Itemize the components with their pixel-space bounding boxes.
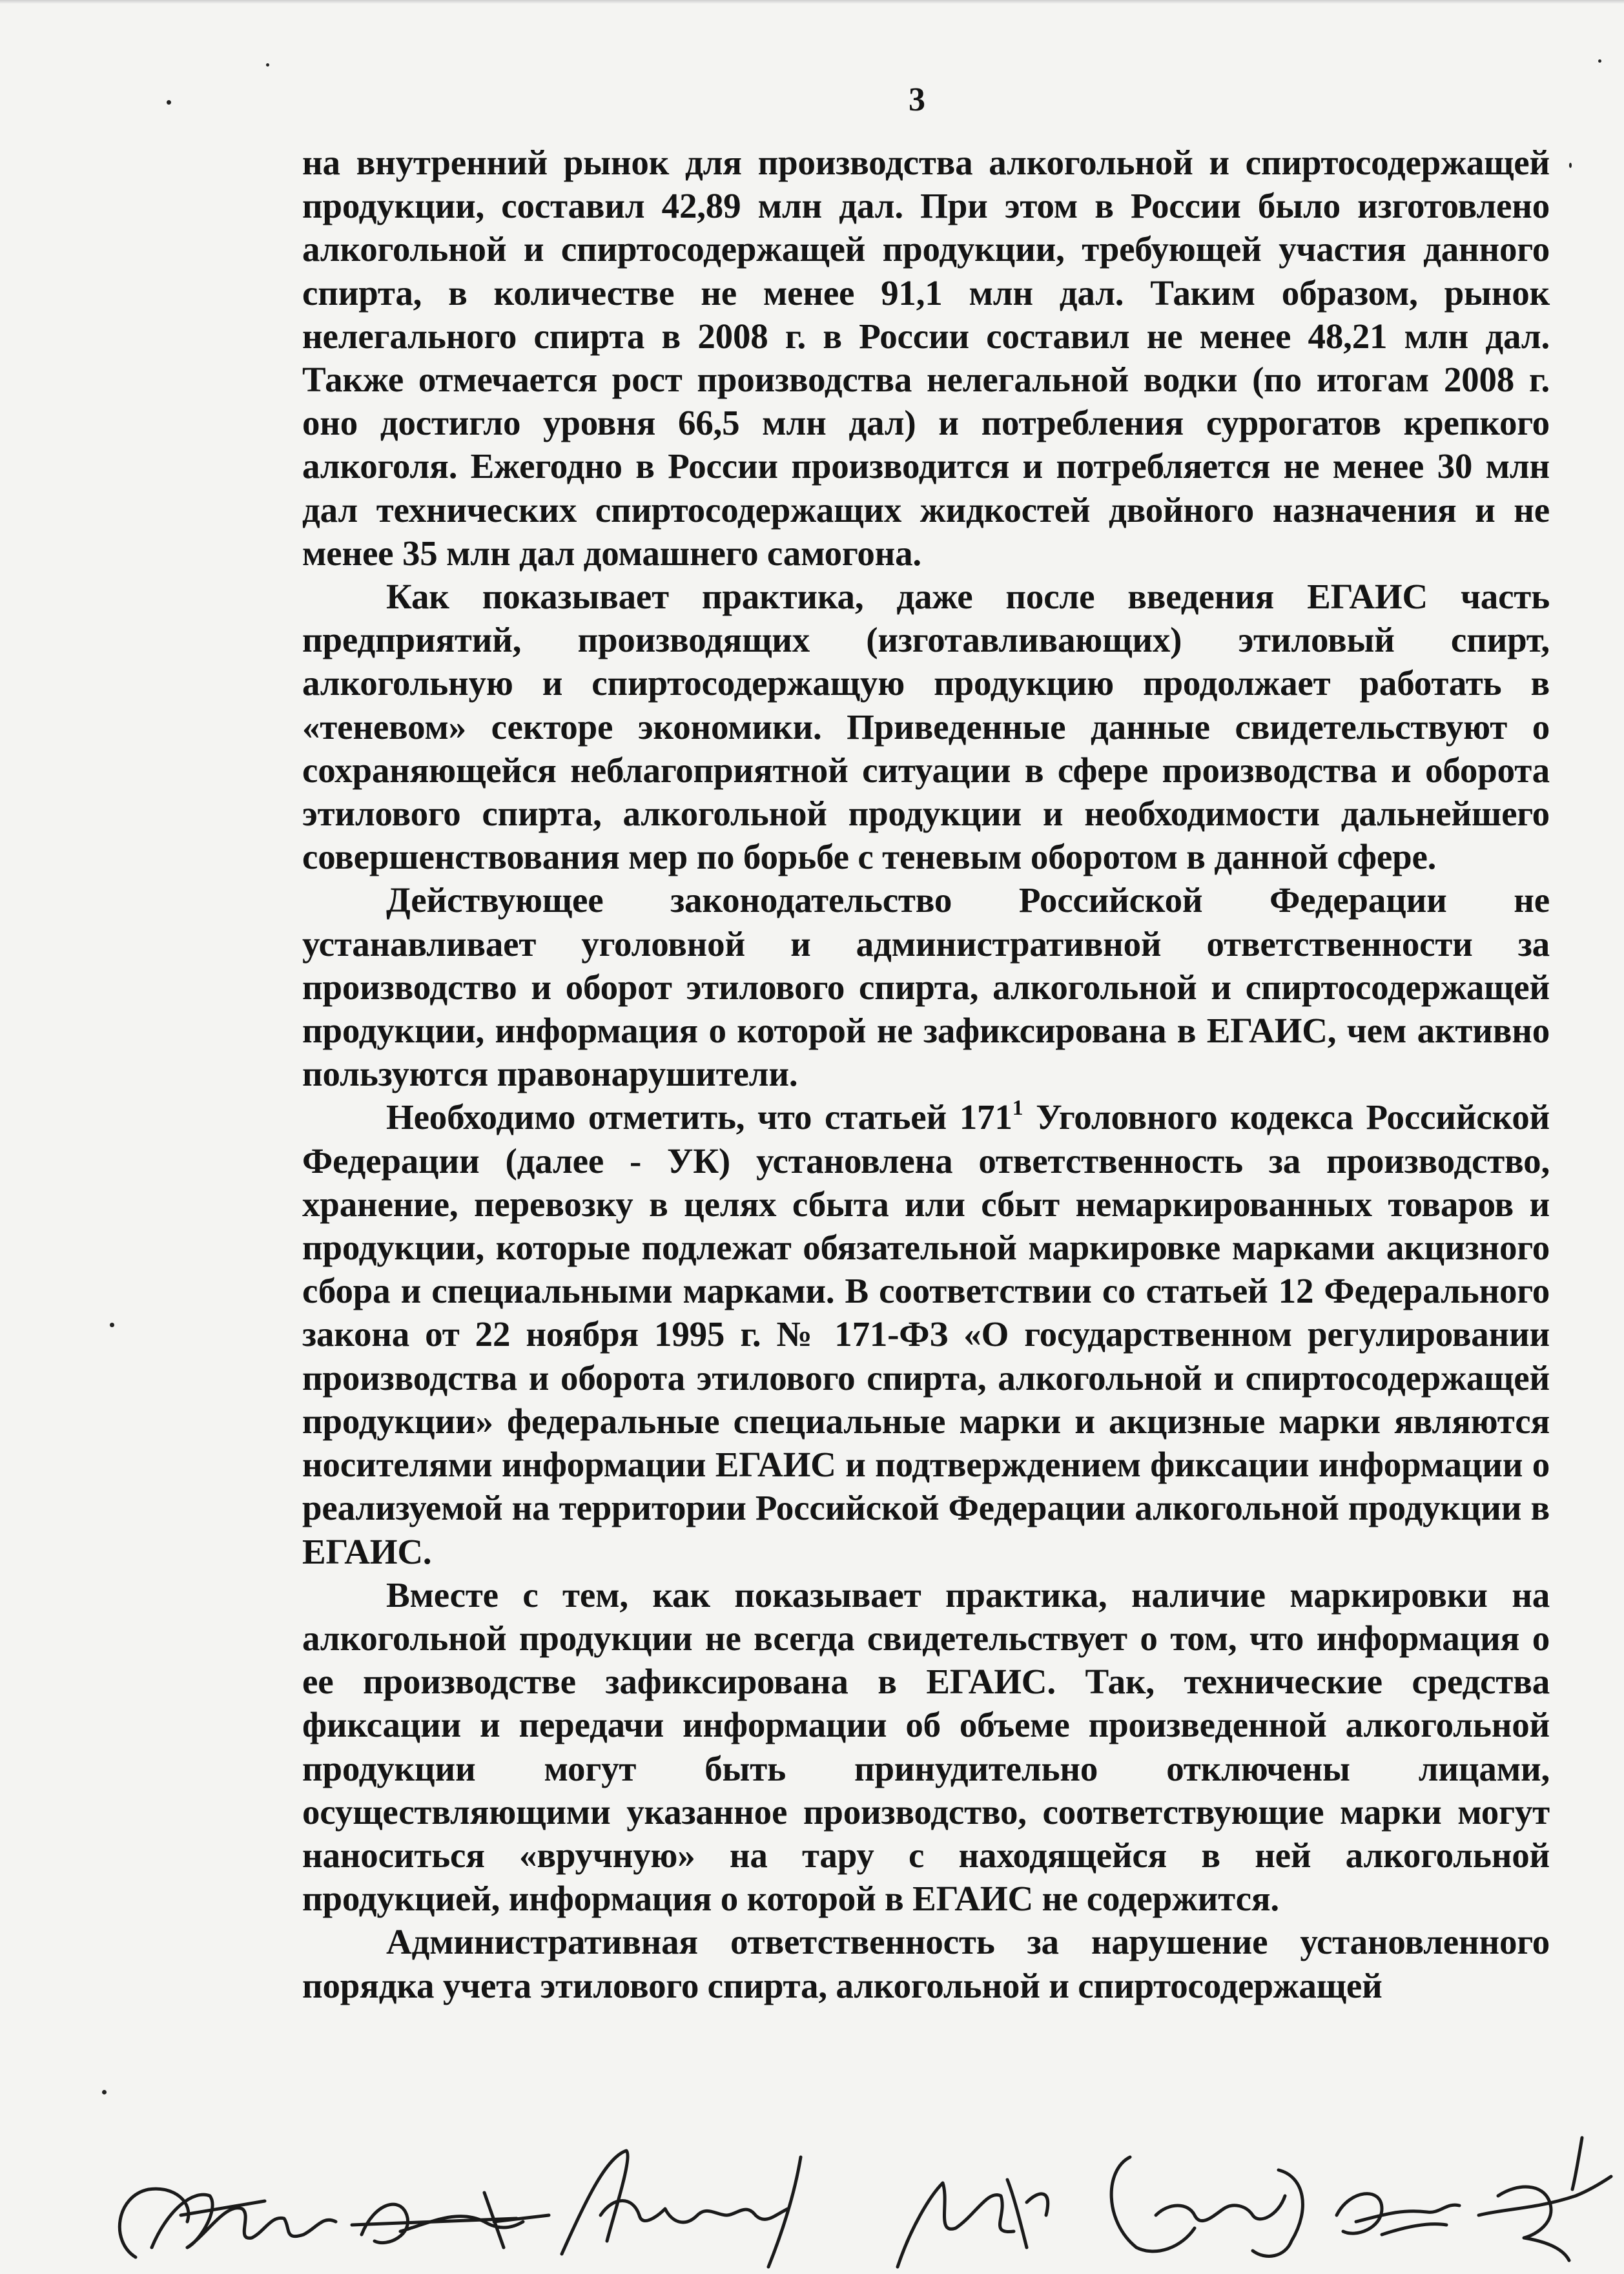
scan-speck (167, 100, 171, 105)
signature-1 (119, 2189, 336, 2257)
paragraph-article-171 (302, 1095, 1550, 1573)
scan-edge (0, 0, 1624, 4)
scan-speck (102, 2090, 107, 2094)
signature-3 (562, 2151, 801, 2267)
body-text (302, 141, 1550, 2007)
paragraph-marking: Вместе с тем, как показывает практика, наличие маркировки на алкогольной продукции не всегда свидетельствует о том, что информация о ее производстве зафиксирована в ЕГАИС. Так, технические средства фиксации и передачи информации об объеме произведенной алкогольной продукции могут быть принудительно отключены лицами, осуществляющими указанное производство, соответствующие марки могут наноситься «вручную» на тару с находящейся в ней алкогольной продукцией, информация о которой в ЕГАИС не содержится. (302, 1575, 1550, 1919)
signature-7 (1479, 2138, 1611, 2260)
article-171-text-after: Уголовного кодекса Российской Федерации (далее - УК) установлена ответственность за производство, хранение, перевозку в целях сбыта или сбыт немаркированных товаров и продукции, которые подлежат обязательной маркировке марками акцизного сбора и специальными марками. В соответствии со статьей 12 Федерального закона от 22 ноября 1995 г. № 171-ФЗ «О государственном регулировании производства и оборота этилового спирта, алкогольной и спиртосодержащей продукции» федеральные специальные марки и акцизные марки являются носителями информации ЕГАИС и подтверждением фиксации информации о реализуемой на территории Российской Федерации алкогольной продукции в ЕГАИС. (302, 1097, 1550, 1571)
scan-speck (266, 63, 269, 67)
article-171-text-before: Необходимо отметить, что статьей 171 (386, 1097, 1012, 1137)
signature-6 (1337, 2194, 1459, 2235)
scan-speck (1569, 163, 1572, 168)
paragraph-continuation: на внутренний рынок для производства алкогольной и спиртосодержащей продукции, составил 42,89 млн дал. При этом в России было изготовлено алкогольной и спиртосодержащей продукции, требующей участия данного спирта, в количестве не менее 91,1 млн дал. Таким образом, рынок нелегального спирта в 2008 г. в России составил не менее 48,21 млн дал. Также отмечается рост производства нелегальной водки (по итогам 2008 г. оно достигло уровня 66,5 млн дал) и потребления суррогатов крепкого алкоголя. Ежегодно в России производится и потребляется не менее 30 млн дал технических спиртосодержащих жидкостей двойного назначения и не менее 35 млн дал домашнего самогона. (302, 143, 1550, 573)
signature-2 (352, 2193, 549, 2248)
scan-speck (110, 1323, 114, 1327)
paragraph-legislation: Действующее законодательство Российской Федерации не устанавливает уголовной и административной ответственности за производство и оборот этилового спирта, алкогольной и спиртосодержащей продукции, информация о которой не зафиксирована в ЕГАИС, чем активно пользуются правонарушители. (302, 880, 1550, 1094)
signature-5 (1111, 2157, 1302, 2256)
paragraph-admin-liability: Административная ответственность за нарушение установленного порядка учета этилового спирта, алкогольной и спиртосодержащей (302, 1922, 1550, 2005)
scan-speck (1598, 59, 1601, 63)
page-number: 3 (909, 81, 925, 118)
paragraph-egais-practice: Как показывает практика, даже после введения ЕГАИС часть предприятий, производящих (изготавливающих) этиловый спирт, алкогольную и спиртосодержащую продукцию продолжает работать в «теневом» секторе экономики. Приведенные данные свидетельствуют о сохраняющейся неблагоприятной ситуации в сфере производства и оборота этилового спирта, алкогольной продукции и необходимости дальнейшего совершенствования мер по борьбе с теневым оборотом в данной сфере. (302, 577, 1550, 877)
article-superscript: 1 (1012, 1096, 1023, 1121)
signatures-row (97, 2118, 1621, 2273)
signature-4 (898, 2180, 1048, 2267)
